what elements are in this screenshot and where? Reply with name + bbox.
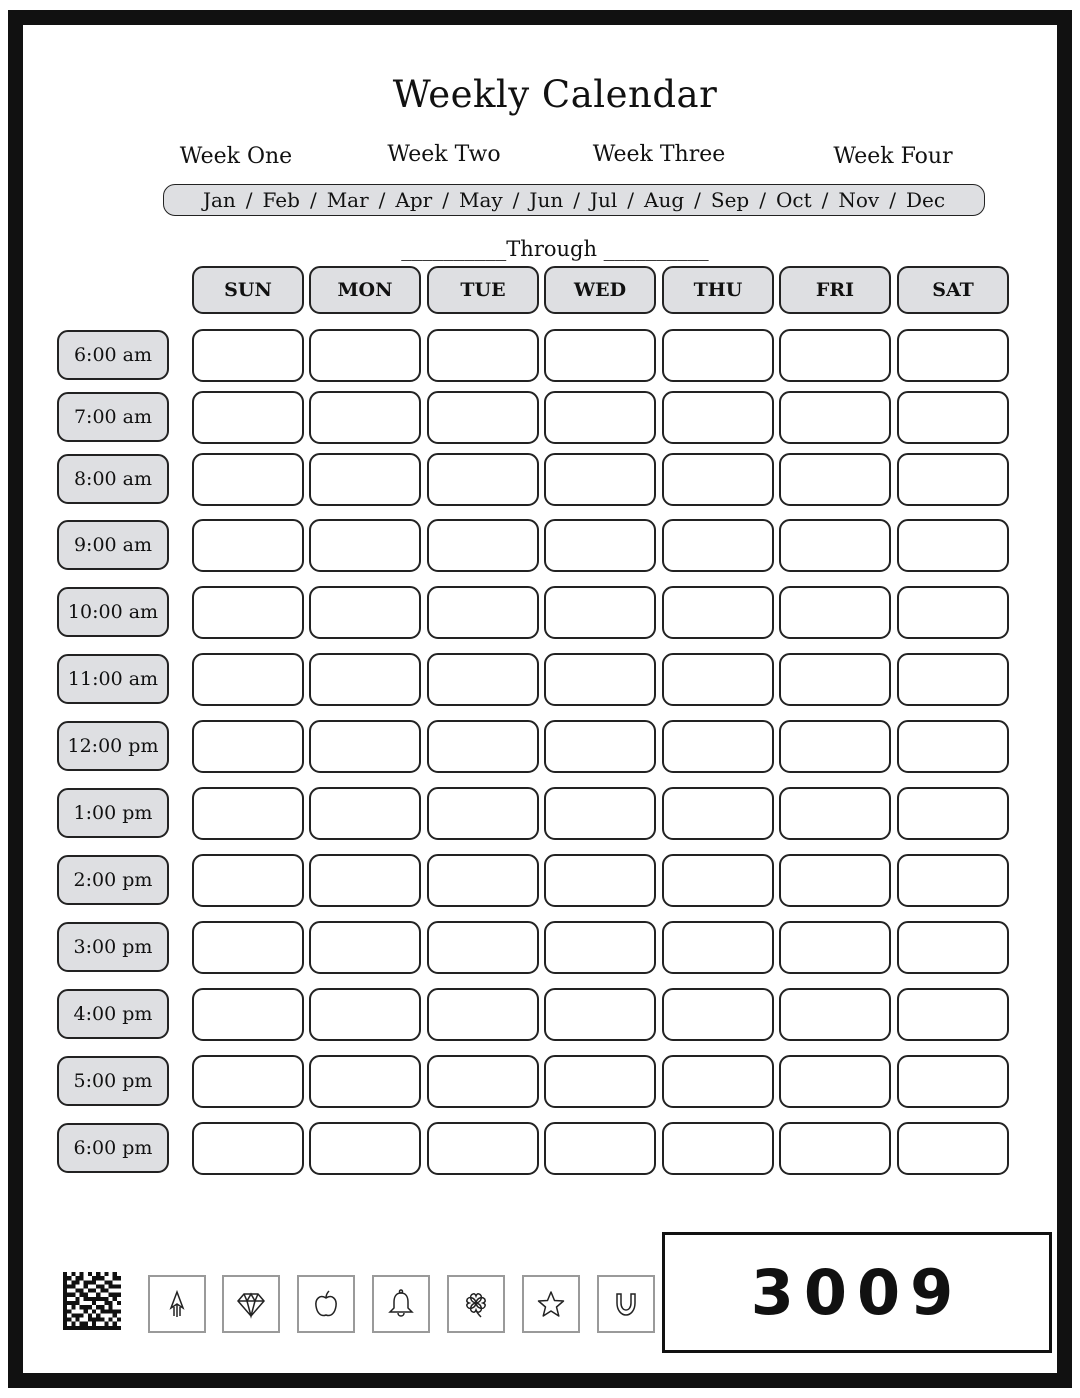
calendar-cell-tue[interactable] [427, 519, 539, 572]
calendar-cell-sat[interactable] [897, 1122, 1009, 1175]
month-separator: / [694, 188, 701, 212]
calendar-cell-mon[interactable] [309, 988, 421, 1041]
calendar-cell-sat[interactable] [897, 453, 1009, 506]
month-separator: / [442, 188, 449, 212]
calendar-cell-wed[interactable] [544, 1055, 656, 1108]
calendar-cell-sat[interactable] [897, 391, 1009, 444]
calendar-cell-sun[interactable] [192, 586, 304, 639]
time-label: 5:00 pm [57, 1056, 169, 1106]
calendar-cell-tue[interactable] [427, 391, 539, 444]
month-oct[interactable]: Oct [775, 188, 812, 212]
calendar-cell-sun[interactable] [192, 1122, 304, 1175]
calendar-cell-wed[interactable] [544, 720, 656, 773]
calendar-cell-mon[interactable] [309, 586, 421, 639]
month-feb[interactable]: Feb [262, 188, 300, 212]
star-icon [522, 1275, 580, 1333]
calendar-cell-tue[interactable] [427, 720, 539, 773]
calendar-cell-thu[interactable] [662, 720, 774, 773]
time-label: 6:00 am [57, 330, 169, 380]
calendar-cell-sat[interactable] [897, 586, 1009, 639]
calendar-cell-sat[interactable] [897, 519, 1009, 572]
month-jan[interactable]: Jan [202, 188, 236, 212]
diamond-icon [222, 1275, 280, 1333]
month-separator: / [889, 188, 896, 212]
calendar-cell-wed[interactable] [544, 391, 656, 444]
month-separator: / [573, 188, 580, 212]
calendar-cell-mon[interactable] [309, 453, 421, 506]
calendar-cell-sun[interactable] [192, 988, 304, 1041]
calendar-cell-tue[interactable] [427, 921, 539, 974]
calendar-cell-mon[interactable] [309, 653, 421, 706]
calendar-cell-tue[interactable] [427, 1055, 539, 1108]
calendar-cell-sun[interactable] [192, 854, 304, 907]
calendar-cell-sun[interactable] [192, 653, 304, 706]
calendar-cell-wed[interactable] [544, 787, 656, 840]
month-may[interactable]: May [458, 188, 503, 212]
week-four-label: Week Four [833, 144, 953, 169]
calendar-cell-fri[interactable] [779, 854, 891, 907]
calendar-cell-mon[interactable] [309, 329, 421, 382]
calendar-cell-mon[interactable] [309, 391, 421, 444]
calendar-cell-mon[interactable] [309, 787, 421, 840]
calendar-cell-tue[interactable] [427, 653, 539, 706]
month-separator: / [378, 188, 386, 212]
day-header-sat: SAT [897, 266, 1009, 314]
calendar-cell-fri[interactable] [779, 391, 891, 444]
calendar-cell-mon[interactable] [309, 854, 421, 907]
calendar-cell-thu[interactable] [662, 1122, 774, 1175]
month-mar[interactable]: Mar [326, 188, 369, 212]
calendar-cell-sun[interactable] [192, 787, 304, 840]
calendar-cell-sun[interactable] [192, 391, 304, 444]
calendar-cell-tue[interactable] [427, 854, 539, 907]
calendar-cell-fri[interactable] [779, 329, 891, 382]
week-one-label: Week One [179, 144, 293, 169]
month-separator: / [512, 188, 520, 212]
through-line: __________Through __________ [401, 237, 709, 261]
week-three-label: Week Three [592, 142, 726, 167]
calendar-cell-thu[interactable] [662, 1055, 774, 1108]
month-nov[interactable]: Nov [838, 188, 880, 212]
time-label: 10:00 am [57, 587, 169, 637]
calendar-cell-sun[interactable] [192, 519, 304, 572]
calendar-cell-sat[interactable] [897, 854, 1009, 907]
calendar-cell-thu[interactable] [662, 854, 774, 907]
apple-icon [297, 1275, 355, 1333]
day-header-mon: MON [309, 266, 421, 314]
calendar-cell-fri[interactable] [779, 720, 891, 773]
time-label: 9:00 am [57, 520, 169, 570]
time-label: 6:00 pm [57, 1123, 169, 1173]
page-code: 3009 [662, 1232, 1052, 1353]
calendar-cell-sat[interactable] [897, 787, 1009, 840]
bell-icon [372, 1275, 430, 1333]
calendar-cell-thu[interactable] [662, 391, 774, 444]
calendar-cell-sat[interactable] [897, 720, 1009, 773]
day-header-thu: THU [662, 266, 774, 314]
calendar-cell-wed[interactable] [544, 921, 656, 974]
calendar-cell-sun[interactable] [192, 453, 304, 506]
time-label: 12:00 pm [57, 721, 169, 771]
calendar-cell-sat[interactable] [897, 921, 1009, 974]
calendar-cell-wed[interactable] [544, 519, 656, 572]
time-label: 2:00 pm [57, 855, 169, 905]
datamatrix-code [63, 1272, 121, 1330]
calendar-cell-fri[interactable] [779, 653, 891, 706]
calendar-cell-tue[interactable] [427, 1122, 539, 1175]
time-label: 7:00 am [57, 392, 169, 442]
calendar-cell-thu[interactable] [662, 921, 774, 974]
horseshoe-icon [597, 1275, 655, 1333]
calendar-cell-tue[interactable] [427, 988, 539, 1041]
calendar-cell-sat[interactable] [897, 988, 1009, 1041]
calendar-cell-mon[interactable] [309, 1122, 421, 1175]
day-header-wed: WED [544, 266, 656, 314]
calendar-cell-fri[interactable] [779, 453, 891, 506]
time-label: 8:00 am [57, 454, 169, 504]
calendar-cell-sat[interactable] [897, 1055, 1009, 1108]
calendar-cell-fri[interactable] [779, 1055, 891, 1108]
calendar-cell-fri[interactable] [779, 519, 891, 572]
calendar-cell-thu[interactable] [662, 653, 774, 706]
arrow-icon [148, 1275, 206, 1333]
time-label: 11:00 am [57, 654, 169, 704]
calendar-cell-wed[interactable] [544, 1122, 656, 1175]
calendar-cell-wed[interactable] [544, 854, 656, 907]
month-jul[interactable]: Jul [589, 188, 618, 212]
time-label: 4:00 pm [57, 989, 169, 1039]
calendar-cell-thu[interactable] [662, 519, 774, 572]
month-aug[interactable]: Aug [644, 188, 685, 212]
calendar-cell-thu[interactable] [662, 329, 774, 382]
month-dec[interactable]: Dec [905, 188, 946, 212]
calendar-cell-fri[interactable] [779, 586, 891, 639]
calendar-cell-thu[interactable] [662, 586, 774, 639]
month-selector [163, 184, 985, 216]
calendar-cell-wed[interactable] [544, 586, 656, 639]
month-sep[interactable]: Sep [710, 188, 750, 212]
calendar-cell-thu[interactable] [662, 988, 774, 1041]
calendar-cell-tue[interactable] [427, 787, 539, 840]
calendar-cell-tue[interactable] [427, 453, 539, 506]
month-separator: / [245, 188, 253, 212]
day-header-sun: SUN [192, 266, 304, 314]
calendar-cell-wed[interactable] [544, 453, 656, 506]
calendar-cell-thu[interactable] [662, 453, 774, 506]
month-separator: / [759, 188, 766, 212]
calendar-cell-tue[interactable] [427, 586, 539, 639]
calendar-cell-mon[interactable] [309, 519, 421, 572]
calendar-cell-fri[interactable] [779, 787, 891, 840]
time-label: 1:00 pm [57, 788, 169, 838]
week-two-label: Week Two [387, 142, 501, 167]
time-label: 3:00 pm [57, 922, 169, 972]
calendar-cell-wed[interactable] [544, 653, 656, 706]
page-title: Weekly Calendar [392, 73, 718, 116]
calendar-cell-sat[interactable] [897, 329, 1009, 382]
page-frame [8, 10, 1072, 1388]
calendar-cell-fri[interactable] [779, 921, 891, 974]
month-separator: / [821, 188, 829, 212]
calendar-cell-sun[interactable] [192, 921, 304, 974]
calendar-cell-sun[interactable] [192, 1055, 304, 1108]
calendar-cell-mon[interactable] [309, 921, 421, 974]
month-separator: / [627, 188, 634, 212]
day-header-fri: FRI [779, 266, 891, 314]
calendar-cell-sun[interactable] [192, 720, 304, 773]
calendar-cell-mon[interactable] [309, 1055, 421, 1108]
calendar-cell-thu[interactable] [662, 787, 774, 840]
calendar-cell-sat[interactable] [897, 653, 1009, 706]
calendar-cell-sun[interactable] [192, 329, 304, 382]
calendar-cell-wed[interactable] [544, 988, 656, 1041]
month-apr[interactable]: Apr [395, 188, 433, 212]
month-separator: / [309, 188, 317, 212]
month-jun[interactable]: Jun [529, 188, 564, 212]
calendar-cell-fri[interactable] [779, 1122, 891, 1175]
clover-icon [447, 1275, 505, 1333]
calendar-cell-fri[interactable] [779, 988, 891, 1041]
day-header-tue: TUE [427, 266, 539, 314]
calendar-cell-tue[interactable] [427, 329, 539, 382]
calendar-cell-mon[interactable] [309, 720, 421, 773]
calendar-cell-wed[interactable] [544, 329, 656, 382]
